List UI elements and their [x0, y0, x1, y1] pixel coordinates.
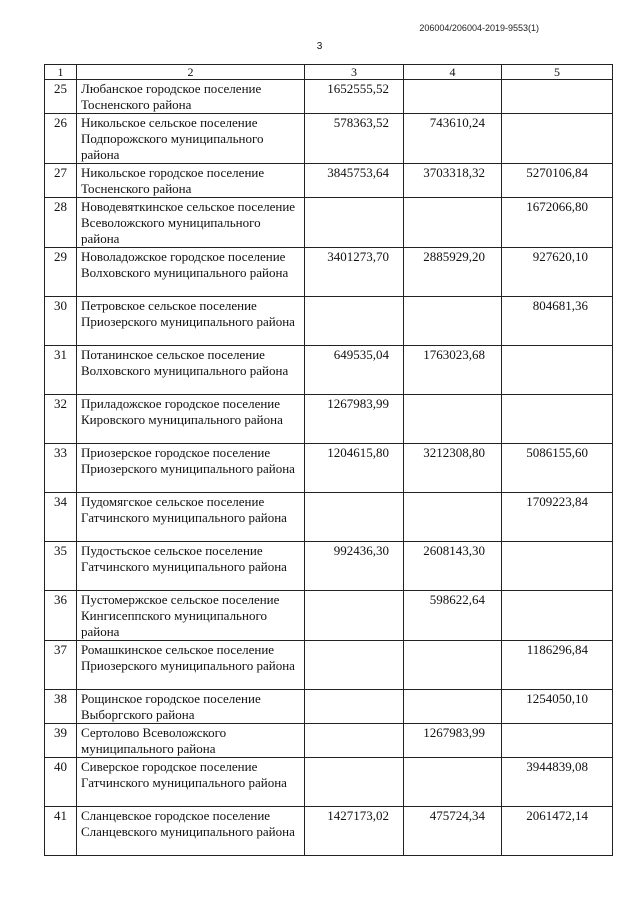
value-col4: 2885929,20 — [404, 248, 502, 297]
settlement-name: Сиверское городское поселение Гатчинского муниципального района — [77, 758, 305, 807]
value-col5: 3944839,08 — [502, 758, 613, 807]
settlement-name: Приозерское городское поселение Приозерского муниципального района — [77, 444, 305, 493]
row-number: 26 — [45, 114, 77, 164]
value-col4: 475724,34 — [404, 807, 502, 856]
settlement-name: Сланцевское городское поселение Сланцевского муниципального района — [77, 807, 305, 856]
settlement-name: Новодевяткинское сельское поселение Всеволожского муниципального района — [77, 198, 305, 248]
settlement-name: Никольское городское поселение Тосненского района — [77, 164, 305, 198]
value-col5 — [502, 395, 613, 444]
settlement-name: Потанинское сельское поселение Волховского муниципального района — [77, 346, 305, 395]
row-number: 38 — [45, 690, 77, 724]
table-row — [45, 80, 613, 114]
value-col5 — [502, 591, 613, 641]
settlement-name: Пудостьское сельское поселение Гатчинского муниципального района — [77, 542, 305, 591]
value-col3: 1427173,02 — [305, 807, 404, 856]
row-number: 34 — [45, 493, 77, 542]
value-col3: 3845753,64 — [305, 164, 404, 198]
settlement-name: Приладожское городское поселение Кировского муниципального района — [77, 395, 305, 444]
value-col3: 1652555,52 — [305, 80, 404, 114]
page-number: 3 — [316, 41, 323, 52]
value-col3 — [305, 493, 404, 542]
value-col4: 743610,24 — [404, 114, 502, 164]
value-col4 — [404, 641, 502, 690]
value-col5 — [502, 80, 613, 114]
value-col5: 1186296,84 — [502, 641, 613, 690]
value-col3: 992436,30 — [305, 542, 404, 591]
value-col5: 2061472,14 — [502, 807, 613, 856]
value-col3 — [305, 690, 404, 724]
row-number: 35 — [45, 542, 77, 591]
value-col3: 1267983,99 — [305, 395, 404, 444]
value-col3: 649535,04 — [305, 346, 404, 395]
row-number: 40 — [45, 758, 77, 807]
table-row — [45, 493, 613, 542]
value-col3 — [305, 198, 404, 248]
value-col4: 1763023,68 — [404, 346, 502, 395]
value-col4: 3703318,32 — [404, 164, 502, 198]
settlement-name: Любанское городское поселение Тосненского района — [77, 80, 305, 114]
row-number: 33 — [45, 444, 77, 493]
row-number: 25 — [45, 80, 77, 114]
settlement-name: Рощинское городское поселение Выборгского района — [77, 690, 305, 724]
value-col3 — [305, 591, 404, 641]
row-number: 36 — [45, 591, 77, 641]
value-col4: 2608143,30 — [404, 542, 502, 591]
table-row — [45, 297, 613, 346]
column-header: 1 — [45, 65, 77, 80]
table-row — [45, 724, 613, 758]
settlement-name: Ромашкинское сельское поселение Приозерского муниципального района — [77, 641, 305, 690]
table-row — [45, 641, 613, 690]
value-col4 — [404, 80, 502, 114]
table-row — [45, 248, 613, 297]
value-col4 — [404, 198, 502, 248]
row-number: 27 — [45, 164, 77, 198]
table-row — [45, 444, 613, 493]
table-row — [45, 591, 613, 641]
value-col5 — [502, 346, 613, 395]
table-row — [45, 395, 613, 444]
row-number: 41 — [45, 807, 77, 856]
value-col4: 598622,64 — [404, 591, 502, 641]
settlement-name: Сертолово Всеволожского муниципального района — [77, 724, 305, 758]
column-header: 5 — [502, 65, 613, 80]
settlement-name: Пустомержское сельское поселение Кингисеппского муниципального района — [77, 591, 305, 641]
column-header: 4 — [404, 65, 502, 80]
value-col5: 5086155,60 — [502, 444, 613, 493]
table-row — [45, 807, 613, 856]
value-col4: 1267983,99 — [404, 724, 502, 758]
value-col4 — [404, 395, 502, 444]
table-row — [45, 198, 613, 248]
table-row — [45, 690, 613, 724]
value-col5: 927620,10 — [502, 248, 613, 297]
settlement-name: Никольское сельское поселение Подпорожского муниципального района — [77, 114, 305, 164]
value-col4 — [404, 690, 502, 724]
allocation-table — [44, 64, 613, 856]
value-col5 — [502, 114, 613, 164]
value-col3: 3401273,70 — [305, 248, 404, 297]
row-number: 32 — [45, 395, 77, 444]
table-row — [45, 758, 613, 807]
table-row — [45, 346, 613, 395]
value-col3 — [305, 297, 404, 346]
value-col3: 578363,52 — [305, 114, 404, 164]
settlement-name: Пудомягское сельское поселение Гатчинского муниципального района — [77, 493, 305, 542]
value-col3 — [305, 641, 404, 690]
value-col3 — [305, 724, 404, 758]
value-col3: 1204615,80 — [305, 444, 404, 493]
document-number: 206004/206004-2019-9553(1) — [419, 23, 539, 33]
value-col5: 1672066,80 — [502, 198, 613, 248]
table-header-row — [45, 65, 613, 80]
value-col5 — [502, 542, 613, 591]
table-row — [45, 114, 613, 164]
column-header: 2 — [77, 65, 305, 80]
value-col4: 3212308,80 — [404, 444, 502, 493]
value-col4 — [404, 297, 502, 346]
value-col5: 5270106,84 — [502, 164, 613, 198]
row-number: 31 — [45, 346, 77, 395]
value-col3 — [305, 758, 404, 807]
row-number: 39 — [45, 724, 77, 758]
value-col4 — [404, 758, 502, 807]
table-row — [45, 164, 613, 198]
value-col5 — [502, 724, 613, 758]
value-col5: 1709223,84 — [502, 493, 613, 542]
value-col5: 1254050,10 — [502, 690, 613, 724]
column-header: 3 — [305, 65, 404, 80]
settlement-name: Новоладожское городское поселение Волховского муниципального района — [77, 248, 305, 297]
row-number: 28 — [45, 198, 77, 248]
table-row — [45, 542, 613, 591]
value-col4 — [404, 493, 502, 542]
row-number: 29 — [45, 248, 77, 297]
settlement-name: Петровское сельское поселение Приозерского муниципального района — [77, 297, 305, 346]
row-number: 37 — [45, 641, 77, 690]
value-col5: 804681,36 — [502, 297, 613, 346]
row-number: 30 — [45, 297, 77, 346]
